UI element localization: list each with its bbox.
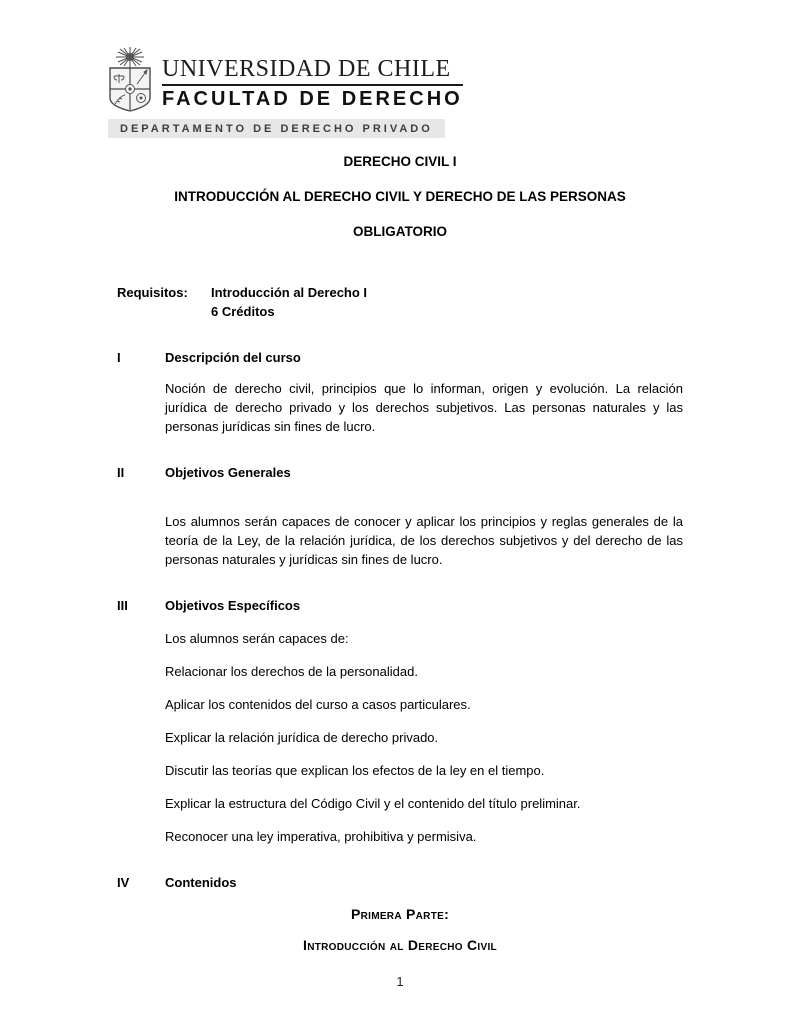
section-objetivos-generales — [117, 463, 683, 569]
section-title: Descripción del curso — [165, 350, 301, 365]
section-objetivos-especificos — [117, 596, 683, 846]
section-heading — [117, 873, 683, 892]
paragraph: Aplicar los contenidos del curso a casos particulares. — [165, 697, 471, 712]
section-numeral: II — [117, 465, 125, 480]
section-heading — [117, 463, 683, 482]
section-descripcion — [117, 348, 683, 436]
university-crest-icon — [105, 46, 155, 112]
part-subheading: Introducción al Derecho Civil — [303, 937, 497, 953]
requirements-values — [211, 283, 367, 321]
page-number: 1 — [396, 974, 404, 989]
paragraph: Explicar la relación jurídica de derecho privado. — [165, 730, 439, 745]
section-title: Objetivos Generales — [165, 465, 291, 480]
section-numeral: IV — [117, 875, 130, 890]
paragraph: Discutir las teorías que explican los efectos de la ley en el tiempo. — [165, 763, 545, 778]
requirement-credits: 6 Créditos — [211, 304, 275, 319]
requirement-course: Introducción al Derecho I — [211, 285, 368, 300]
requirements-block — [117, 283, 683, 321]
section-heading — [117, 596, 683, 615]
institution-names — [162, 56, 463, 112]
paragraph: Explicar la estructura del Código Civil y el contenido del título preliminar. — [165, 796, 581, 811]
department-banner: DEPARTAMENTO DE DERECHO PRIVADO — [108, 119, 445, 138]
paragraph: Los alumnos serán capaces de: — [165, 631, 349, 646]
section-heading — [117, 348, 683, 367]
university-name: UNIVERSIDAD DE CHILE — [162, 56, 463, 86]
course-subtitle: INTRODUCCIÓN AL DERECHO CIVIL Y DERECHO DE LAS PERSONAS — [174, 189, 626, 204]
requirements-label: Requisitos: — [117, 285, 188, 300]
section-numeral: I — [117, 350, 121, 365]
institution-header — [105, 46, 683, 112]
section-contenidos — [117, 873, 683, 892]
part-heading: Primera Parte: — [350, 906, 450, 922]
paragraph: Noción de derecho civil, principios que lo informan, origen y evolución. La relación jurídica de derecho privado y los derechos subjetivos. Las personas naturales y las personas jurídicas sin fines de lucro. — [165, 381, 683, 434]
paragraph: Reconocer una ley imperativa, prohibitiva y permisiva. — [165, 829, 477, 844]
section-title: Objetivos Específicos — [165, 598, 301, 613]
paragraph: Los alumnos serán capaces de conocer y aplicar los principios y reglas generales de la teoría de la Ley, de la relación jurídica, de los derechos subjetivos y del derecho de las personas naturales y jurídicas sin fines de lucro. — [165, 514, 683, 567]
section-title: Contenidos — [165, 875, 237, 890]
section-body — [117, 512, 683, 569]
section-numeral: III — [117, 598, 128, 613]
course-modality: OBLIGATORIO — [353, 224, 447, 239]
faculty-name: FACULTAD DE DERECHO — [162, 88, 463, 110]
paragraph: Relacionar los derechos de la personalidad. — [165, 664, 418, 679]
section-body — [117, 379, 683, 436]
section-body — [117, 629, 683, 846]
course-title: DERECHO CIVIL I — [343, 154, 457, 169]
